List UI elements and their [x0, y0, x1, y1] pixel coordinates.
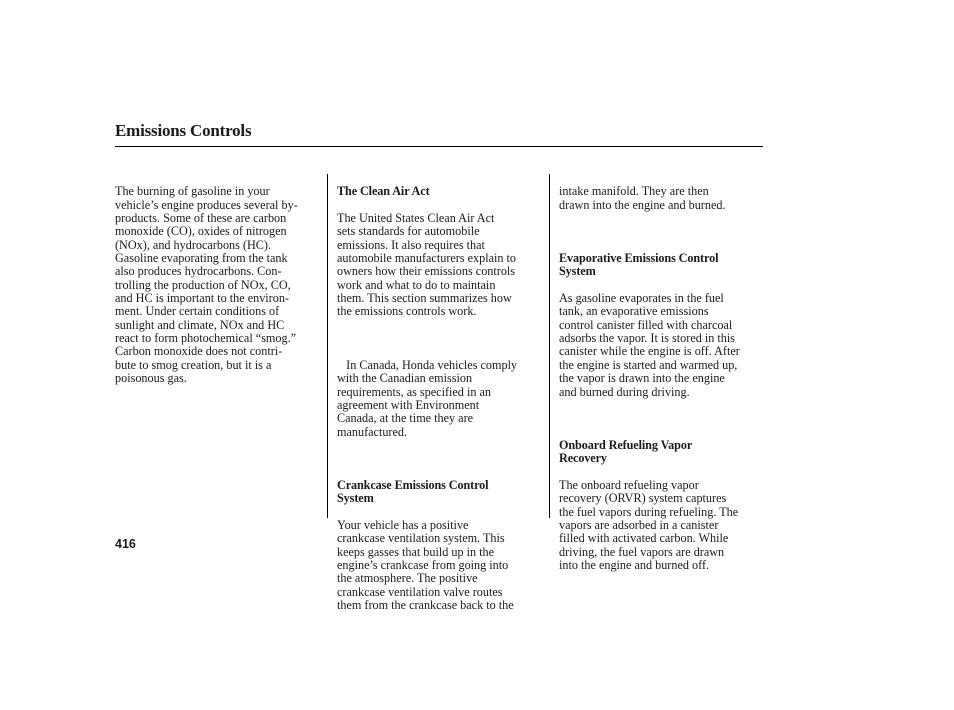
canada-paragraph: In Canada, Honda vehicles comply with the Canadian emission requirements, as specified in an agreement with Environment Canada, at the time they are manufactured. [337, 357, 518, 439]
intro-paragraph: The burning of gasoline in your vehicle’s engine produces several by- products. Some of these are carbon monoxide (CO), oxides of nitrogen (NOx), and hydrocarbons (HC). Gasoline evaporating from the tank also produces hydrocarbons. Con- trolling the production of NOx, CO, and HC is important to the environ- ment. Under certain conditions of sunlight and climate, NOx and HC react to form photochemical “smog.” Carbon monoxide does not contri- bute to smog creation, but it is a poisonous gas. [115, 184, 298, 386]
column-2 [337, 172, 543, 626]
clean-air-act-paragraph: The United States Clean Air Act sets standards for automobile emissions. It also requires that automobile manufacturers explain to owners how their emissions controls work and what to do to maintain them. This section summarizes how the emissions controls work. [337, 211, 517, 319]
onboard-refueling-heading: Onboard Refueling Vapor Recovery [559, 437, 693, 466]
crankcase-paragraph: Your vehicle has a positive crankcase ventilation system. This keeps gasses that build up in the engine’s crankcase from going into the atmosphere. The positive crankcase ventilation valve routes them from the crankcase back to the [337, 517, 514, 612]
evaporative-emissions-heading: Evaporative Emissions Control System [559, 251, 719, 279]
clean-air-act-heading: The Clean Air Act [337, 184, 430, 199]
paragraph-spacer [559, 412, 765, 425]
crankcase-heading: Crankcase Emissions Control System [337, 477, 489, 506]
evaporative-emissions-paragraph: As gasoline evaporates in the fuel tank, an evaporative emissions control canister filled with charcoal adsorbs the vapor. It is stored in this canister while the engine is off. After the engine is started and warmed up, the vapor is drawn into the engine and burned during driving. [559, 291, 740, 399]
paragraph-spacer [337, 332, 543, 345]
crankcase-continued-paragraph: intake manifold. They are then drawn into the engine and burned. [559, 184, 726, 212]
page-title: Emissions Controls [115, 121, 252, 140]
column-1 [115, 172, 320, 399]
column-divider-left [327, 174, 328, 518]
paragraph-spacer [337, 452, 543, 465]
title-divider [115, 146, 763, 147]
column-3 [559, 172, 765, 586]
page-number: 416 [115, 537, 136, 551]
paragraph-spacer [559, 225, 765, 238]
column-divider-right [549, 174, 550, 518]
onboard-refueling-paragraph: The onboard refueling vapor recovery (ORVR) system captures the fuel vapors during refueling. The vapors are adsorbed in a canister filled with activated carbon. While driving, the fuel vapors are drawn into the engine and burned off. [559, 477, 739, 572]
